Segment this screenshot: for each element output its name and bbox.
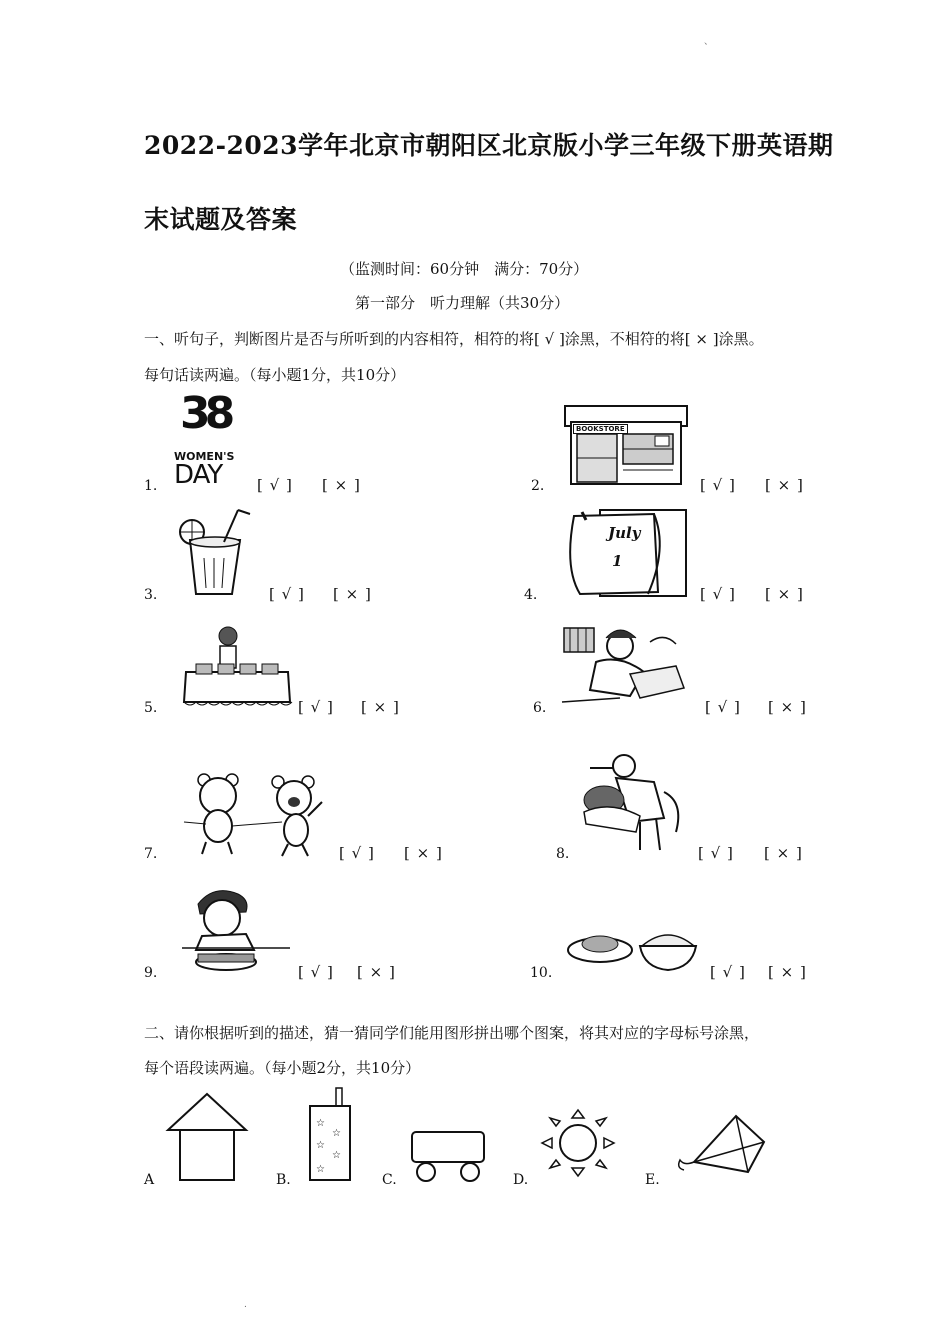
item-number: 9.: [144, 965, 158, 981]
girl-with-gifts-picture: [182, 624, 292, 708]
item-number: 10.: [530, 965, 553, 981]
house-shape-icon: [166, 1092, 248, 1184]
womens-day-picture: [172, 388, 250, 490]
check-option[interactable]: [ √ ]: [298, 963, 334, 981]
calendar-day: 1: [612, 552, 623, 570]
section1-instruction: 一、听句子，判断图片是否与所听到的内容相符，相符的将[ √ ]涂黑，不相符的将[ × ]涂黑。: [144, 330, 764, 348]
man-reading-picture: [560, 618, 688, 706]
item-number: 3.: [144, 587, 158, 603]
page-mark-bottom: .: [244, 1300, 247, 1310]
option-label: E.: [645, 1172, 660, 1188]
section2-instruction-2: 每个语段读两遍。（每小题2分，共10分）: [144, 1059, 421, 1077]
svg-text:☆: ☆: [332, 1128, 341, 1139]
calendar-month: July: [608, 524, 641, 542]
food-dishes-picture: [566, 920, 702, 976]
check-option[interactable]: [ √ ]: [700, 476, 736, 494]
page-title-continued: 末试题及答案: [144, 205, 298, 234]
boy-with-cake-picture: [180, 884, 292, 976]
section2-instruction: 二、请你根据听到的描述，猜一猜同学们能用图形拼出哪个图案，将其对应的字母标号涂黑，: [144, 1024, 760, 1042]
logo-day: DAY: [174, 460, 223, 490]
teddy-bears-picture: [182, 772, 330, 860]
sun-shape-icon: [538, 1108, 618, 1178]
item-number: 5.: [144, 700, 158, 716]
bookstore-picture: [563, 404, 689, 486]
cross-option[interactable]: [ × ]: [765, 476, 804, 494]
calendar-icon: [558, 508, 690, 600]
cross-option[interactable]: [ × ]: [333, 585, 372, 603]
option-label: D.: [513, 1172, 529, 1188]
item-number: 2.: [531, 478, 545, 494]
option-label: A: [144, 1172, 155, 1188]
bookstore-sign: BOOKSTORE: [573, 424, 628, 434]
cross-option[interactable]: [ × ]: [361, 698, 400, 716]
check-option[interactable]: [ √ ]: [298, 698, 334, 716]
logo-womens: WOMEN'S: [174, 450, 235, 463]
check-option[interactable]: [ √ ]: [339, 844, 375, 862]
item-number: 1.: [144, 478, 158, 494]
item-number: 7.: [144, 846, 158, 862]
logo-number: 38: [180, 388, 230, 439]
item-number: 4.: [524, 587, 538, 603]
page-title: 2022-2023学年北京市朝阳区北京版小学三年级下册英语期: [144, 131, 834, 160]
cross-option[interactable]: [ × ]: [357, 963, 396, 981]
page-mark-top: 、: [704, 37, 714, 47]
cross-option[interactable]: [ × ]: [765, 585, 804, 603]
check-option[interactable]: [ √ ]: [710, 963, 746, 981]
svg-text:☆: ☆: [316, 1164, 325, 1175]
exam-info: （监测时间：60分钟 满分：70分）: [340, 260, 589, 278]
juice-glass-icon: [176, 506, 256, 598]
item-number: 6.: [533, 700, 547, 716]
star-rocket-icon: [304, 1086, 356, 1184]
svg-text:☆: ☆: [316, 1140, 325, 1151]
option-label: C.: [382, 1172, 397, 1188]
cross-option[interactable]: [ × ]: [322, 476, 361, 494]
item-number: 8.: [556, 846, 570, 862]
svg-text:☆: ☆: [332, 1150, 341, 1161]
check-option[interactable]: [ √ ]: [269, 585, 305, 603]
cross-option[interactable]: [ × ]: [768, 698, 807, 716]
svg-text:☆: ☆: [316, 1118, 325, 1129]
check-option[interactable]: [ √ ]: [705, 698, 741, 716]
section1-instruction-2: 每句话读两遍。（每小题1分，共10分）: [144, 366, 406, 384]
dentist-picture: [580, 752, 690, 856]
part-heading: 第一部分 听力理解（共30分）: [355, 294, 570, 312]
check-option[interactable]: [ √ ]: [257, 476, 293, 494]
check-option[interactable]: [ √ ]: [700, 585, 736, 603]
option-label: B.: [276, 1172, 291, 1188]
cross-option[interactable]: [ × ]: [764, 844, 803, 862]
check-option[interactable]: [ √ ]: [698, 844, 734, 862]
cross-option[interactable]: [ × ]: [768, 963, 807, 981]
cart-shape-icon: [408, 1128, 488, 1184]
cross-option[interactable]: [ × ]: [404, 844, 443, 862]
kite-shape-icon: [672, 1114, 768, 1188]
